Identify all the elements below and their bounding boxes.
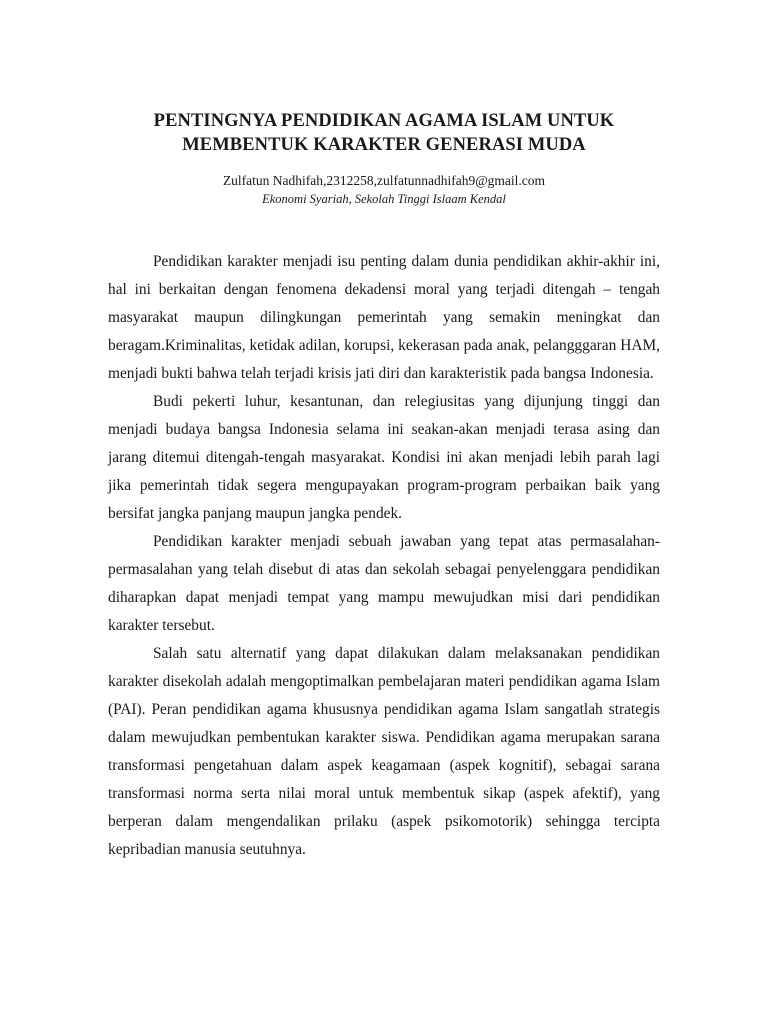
title-line-2: MEMBENTUK KARAKTER GENERASI MUDA [182, 135, 586, 155]
paragraph-3: Pendidikan karakter menjadi sebuah jawaban yang tepat atas permasalahan-permasalahan yang telah disebut di atas dan sekolah sebagai penyelenggara pendidikan diharapkan dapat menjadi tempat yang mampu mewujudkan misi dari pendidikan karakter tersebut. [108, 533, 660, 634]
affiliation-line: Ekonomi Syariah, Sekolah Tinggi Islaam Kendal [262, 192, 506, 206]
title-line-1: PENTINGNYA PENDIDIKAN AGAMA ISLAM UNTUK [153, 111, 615, 131]
author-line: Zulfatun Nadhifah,2312258,zulfatunnadhifah9@gmail.com [222, 173, 546, 188]
paragraph-4: Salah satu alternatif yang dapat dilakukan dalam melaksanakan pendidikan karakter disekolah adalah mengoptimalkan pembelajaran materi pendidikan agama Islam (PAI). Peran pendidikan agama khususnya pendidikan agama Islam sangatlah strategis dalam mewujudkan pembentukan karakter siswa. Pendidikan agama merupakan sarana transformasi pengetahuan dalam aspek keagamaan (aspek kognitif), sebagai sarana transformasi norma serta nilai moral untuk membentuk sikap (aspek afektif), yang berperan dalam mengendalikan prilaku (aspek psikomotorik) sehingga tercipta kepribadian manusia seutuhnya. [108, 645, 660, 858]
paragraph-2: Budi pekerti luhur, kesantunan, dan relegiusitas yang dijunjung tinggi dan menjadi budaya bangsa Indonesia selama ini seakan-akan menjadi terasa asing dan jarang ditemui ditengah-tengah masyarakat. Kondisi ini akan menjadi lebih parah lagi jika pemerintah tidak segera mengupayakan program-program perbaikan baik yang bersifat jangka panjang maupun jangka pendek. [108, 393, 660, 522]
document-body [108, 248, 660, 864]
paragraph-1: Pendidikan karakter menjadi isu penting dalam dunia pendidikan akhir-akhir ini, hal ini berkaitan dengan fenomena dekadensi moral yang terjadi ditengah – tengah masyarakat maupun dilingkungan pemerintah yang semakin meningkat dan beragam.Kriminalitas, ketidak adilan, korupsi, kekerasan pada anak, pelangggaran HAM, menjadi bukti bahwa telah terjadi krisis jati diri dan karakteristik pada bangsa Indonesia. [108, 253, 660, 382]
page-title [108, 109, 660, 157]
